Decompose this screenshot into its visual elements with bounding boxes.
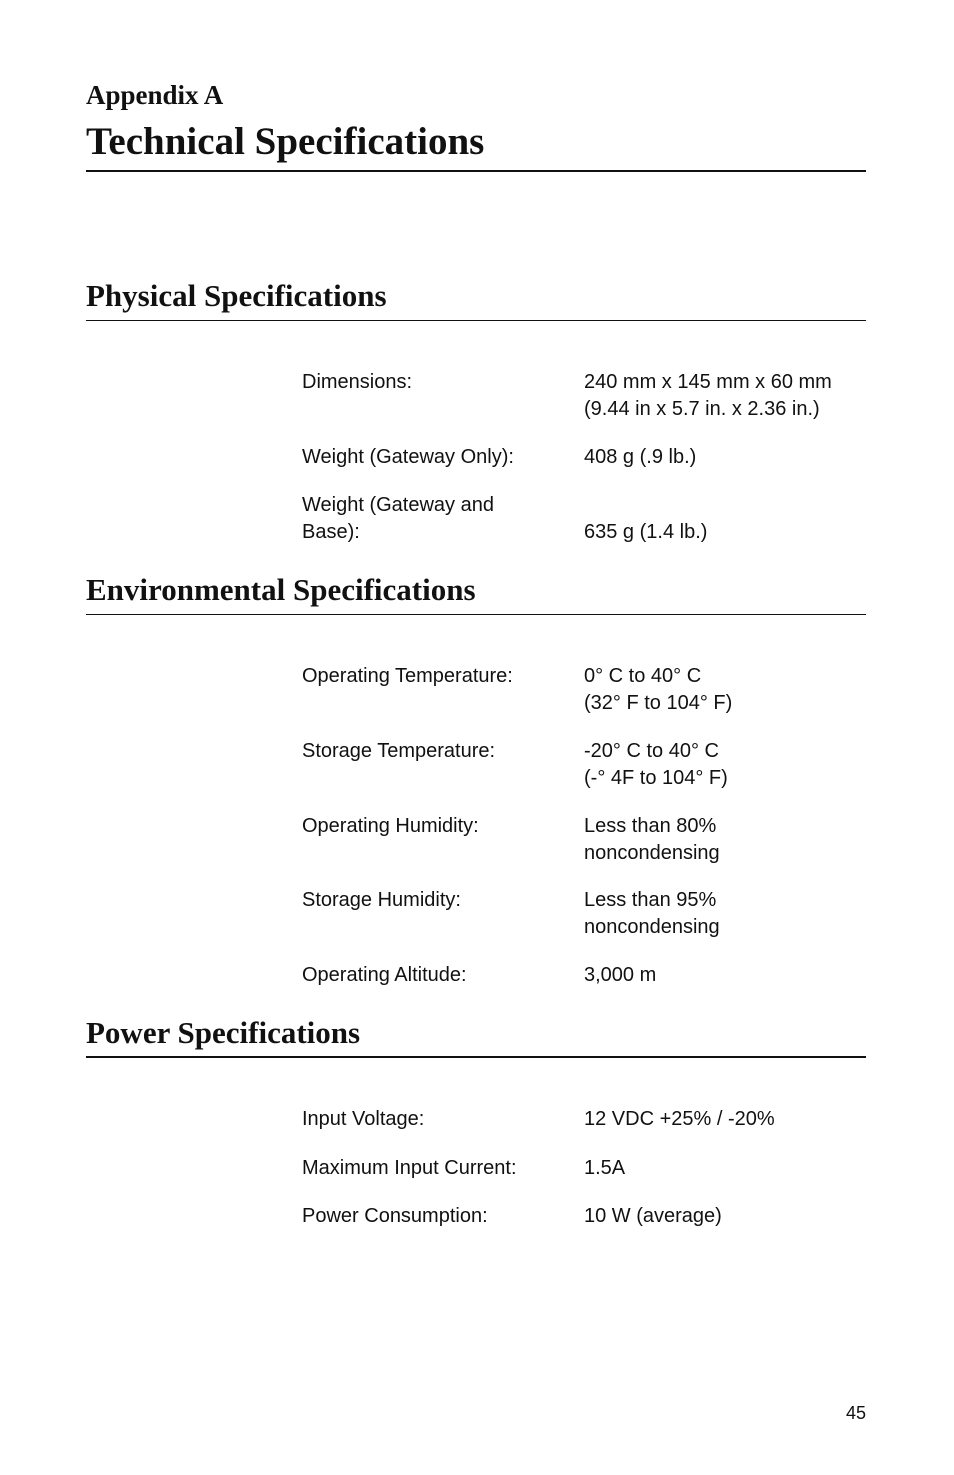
spec-value: -20° C to 40° C (-° 4F to 104° F)	[584, 740, 728, 789]
spec-label: Storage Humidity:	[302, 889, 461, 911]
power-section-heading: Power Specifications	[86, 1015, 361, 1050]
spec-value: 408 g (.9 lb.)	[584, 446, 697, 468]
environmental-section-heading: Environmental Specifications	[86, 572, 476, 607]
spec-label: Operating Temperature:	[302, 665, 513, 687]
page-number: 45	[846, 1403, 867, 1423]
spec-value: 240 mm x 145 mm x 60 mm (9.44 in x 5.7 in. x 2.36 in.)	[584, 371, 832, 420]
spec-label: Maximum Input Current:	[302, 1157, 517, 1179]
physical-section-heading: Physical Specifications	[86, 278, 387, 313]
spec-label: Weight (Gateway Only):	[302, 446, 514, 468]
title-rule	[86, 170, 866, 172]
chapter-title: Technical Specifications	[86, 120, 485, 163]
spec-label: Operating Humidity:	[302, 815, 479, 837]
spec-label: Input Voltage:	[302, 1108, 425, 1130]
spec-value: 3,000 m	[584, 964, 657, 986]
spec-value: Less than 80% noncondensing	[584, 815, 720, 864]
spec-value: 1.5A	[584, 1157, 626, 1179]
spec-value: 0° C to 40° C (32° F to 104° F)	[584, 665, 733, 714]
physical-section-rule	[86, 320, 866, 321]
spec-value: 635 g (1.4 lb.)	[584, 521, 708, 543]
spec-value: 12 VDC +25% / -20%	[584, 1108, 775, 1130]
spec-label: Operating Altitude:	[302, 964, 467, 986]
environmental-section-rule	[86, 614, 866, 615]
spec-label: Storage Temperature:	[302, 740, 496, 762]
appendix-label: Appendix A	[86, 80, 224, 110]
spec-label: Power Consumption:	[302, 1205, 488, 1227]
spec-label: Weight (Gateway and Base):	[302, 494, 494, 543]
spec-value: Less than 95% noncondensing	[584, 889, 720, 938]
spec-label: Dimensions:	[302, 371, 413, 393]
power-section-rule	[86, 1056, 866, 1058]
spec-value: 10 W (average)	[584, 1205, 722, 1227]
